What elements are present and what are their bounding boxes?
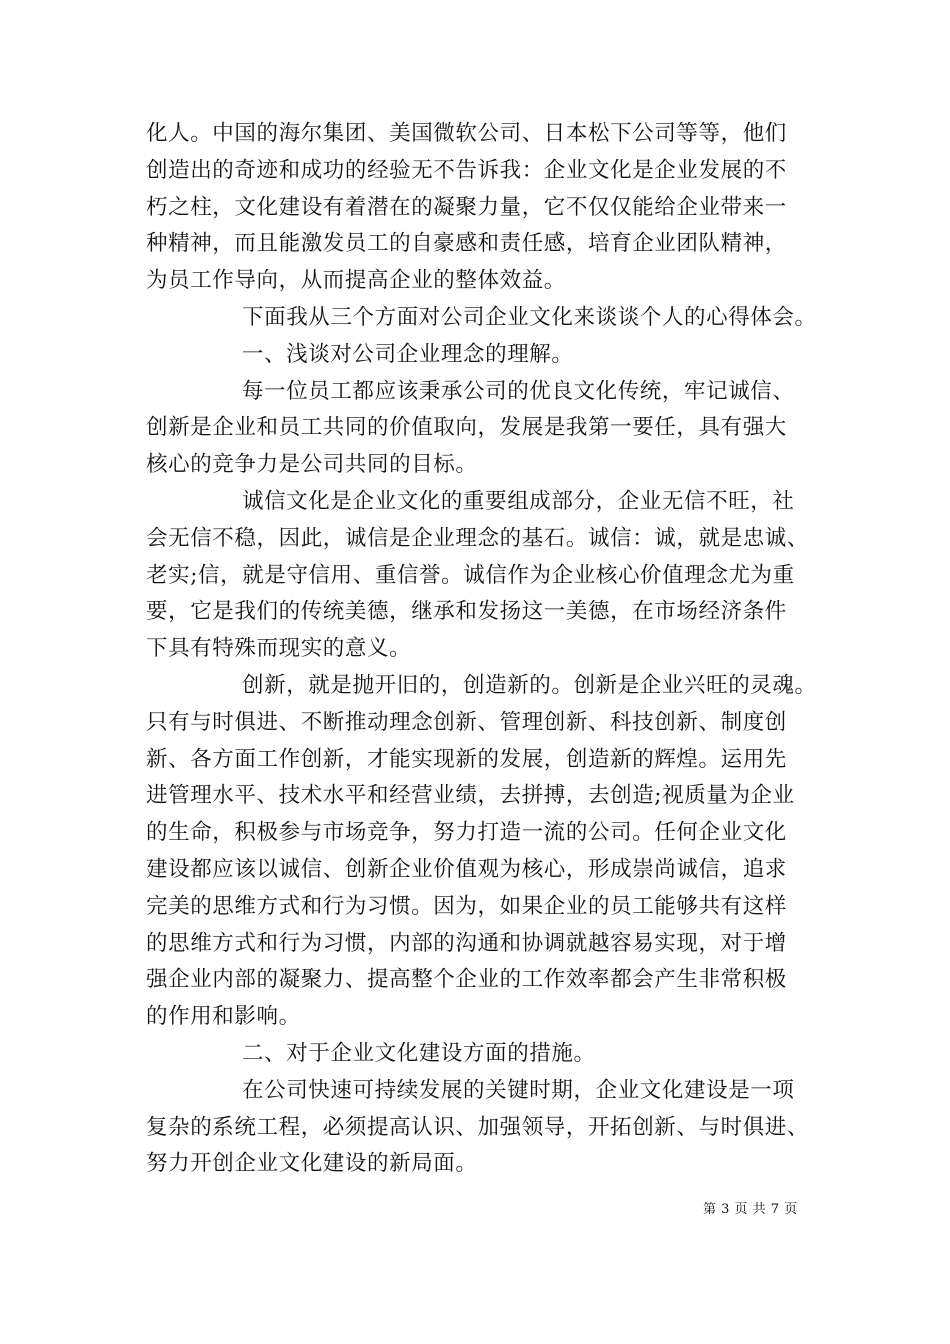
text-line-9: 创新是企业和员工共同的价值取向，发展是我第一要任，具有强大 — [146, 415, 787, 441]
text-line-19: 进管理水平、技术水平和经营业绩，去拼搏，去创造;视质量为企业 — [146, 783, 795, 809]
text-line-28: 复杂的系统工程，必须提高认识、加强领导，开拓创新、与时俱进、 — [146, 1114, 810, 1140]
text-line-2: 创造出的奇迹和成功的经验无不告诉我：企业文化是企业发展的不 — [146, 157, 787, 183]
text-line-23: 的思维方式和行为习惯，内部的沟通和协调就越容易实现，对于增 — [146, 930, 787, 956]
text-line-24: 强企业内部的凝聚力、提高整个企业的工作效率都会产生非常积极 — [146, 967, 787, 993]
text-line-1: 化人。中国的海尔集团、美国微软公司、日本松下公司等等，他们 — [146, 121, 787, 146]
text-line-16: 创新，就是抛开旧的，创造新的。创新是企业兴旺的灵魂。 — [242, 672, 817, 698]
section-heading-2: 二、对于企业文化建设方面的措施。 — [242, 1040, 596, 1066]
text-line-10: 核心的竞争力是公司共同的目标。 — [146, 452, 478, 478]
text-line-27: 在公司快速可持续发展的关键时期，企业文化建设是一项 — [242, 1077, 795, 1103]
document-body — [146, 116, 817, 1183]
text-line-6: 下面我从三个方面对公司企业文化来谈谈个人的心得体会。 — [242, 304, 817, 330]
text-line-11: 诚信文化是企业文化的重要组成部分，企业无信不旺，社 — [242, 488, 795, 514]
section-heading-1: 一、浅谈对公司企业理念的理解。 — [242, 341, 574, 367]
page-number-footer: 第 3 页 共 7 页 — [703, 1202, 798, 1217]
text-line-17: 只有与时俱进、不断推动理念创新、管理创新、科技创新、制度创 — [146, 709, 787, 735]
text-line-13: 老实;信，就是守信用、重信誉。诚信作为企业核心价值理念尤为重 — [146, 562, 795, 588]
text-line-20: 的生命，积极参与市场竞争，努力打造一流的公司。任何企业文化 — [146, 820, 787, 846]
text-line-21: 建设都应该以诚信、创新企业价值观为核心，形成崇尚诚信，追求 — [146, 856, 787, 882]
text-line-29: 努力开创企业文化建设的新局面。 — [146, 1151, 478, 1177]
text-line-3: 朽之柱，文化建设有着潜在的凝聚力量，它不仅仅能给企业带来一 — [146, 194, 787, 220]
text-line-25: 的作用和影响。 — [146, 1004, 301, 1030]
text-line-22: 完美的思维方式和行为习惯。因为，如果企业的员工能够共有这样 — [146, 893, 787, 919]
text-line-12: 会无信不稳，因此，诚信是企业理念的基石。诚信：诚，就是忠诚、 — [146, 525, 810, 551]
text-line-5: 为员工作导向，从而提高企业的整体效益。 — [146, 268, 566, 294]
text-line-8: 每一位员工都应该秉承公司的优良文化传统，牢记诚信、 — [242, 378, 795, 404]
text-line-14: 要，它是我们的传统美德，继承和发扬这一美德，在市场经济条件 — [146, 599, 787, 625]
text-line-15: 下具有特殊而现实的意义。 — [146, 636, 412, 662]
text-line-18: 新、各方面工作创新，才能实现新的发展，创造新的辉煌。运用先 — [146, 746, 787, 772]
text-line-4: 种精神，而且能激发员工的自豪感和责任感，培育企业团队精神， — [146, 231, 787, 257]
